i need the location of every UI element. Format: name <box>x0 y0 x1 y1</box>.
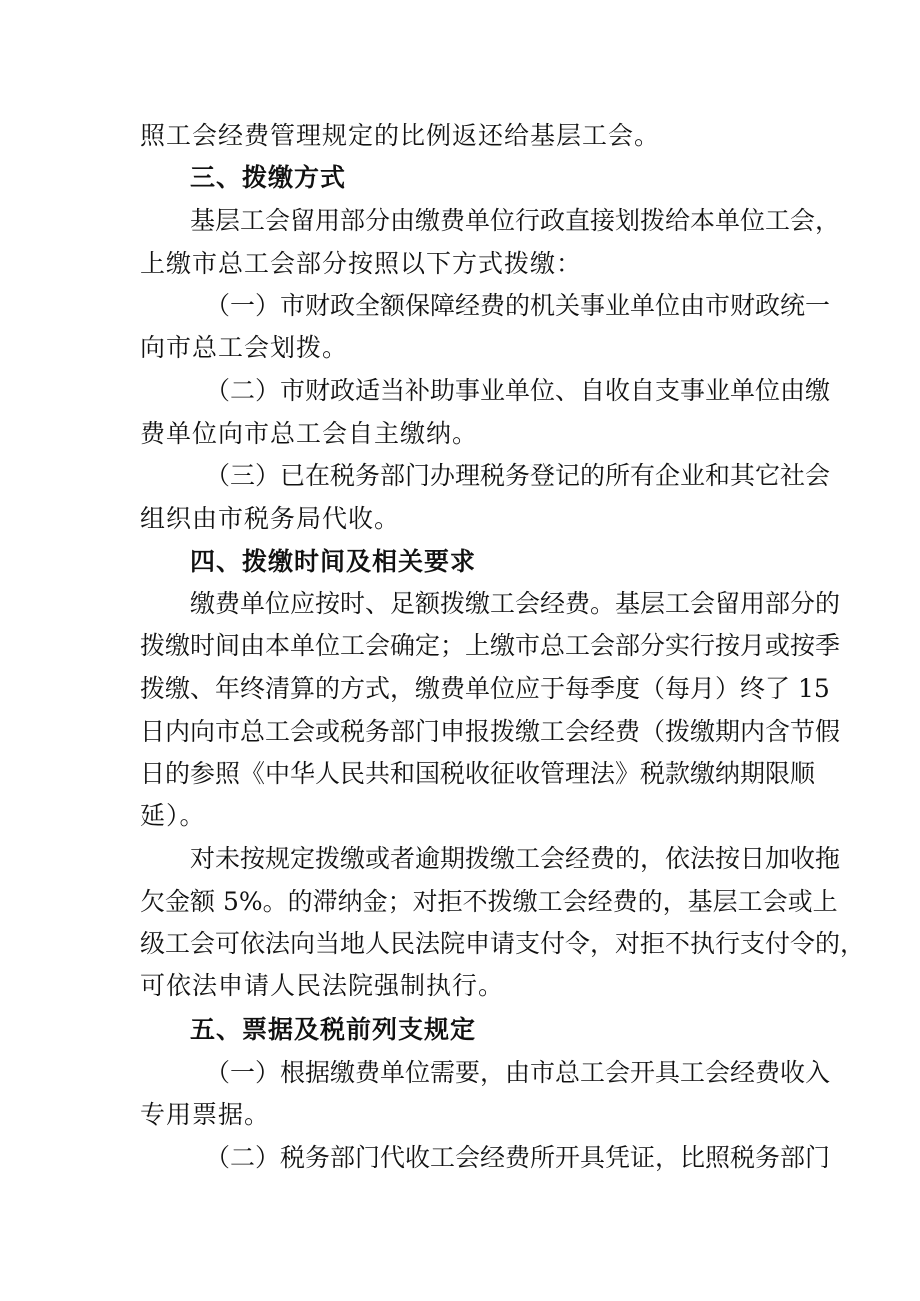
paragraph-line: 向市总工会划拨。 <box>140 333 349 362</box>
paragraph-line: （三）已在税务部门办理税务登记的所有企业和其它社会 <box>205 461 831 490</box>
paragraph-line: 费单位向市总工会自主缴纳。 <box>140 419 479 448</box>
paragraph-line: （二）税务部门代收工会经费所开具凭证，比照税务部门 <box>205 1143 831 1172</box>
paragraph-line: 上缴市总工会部分按照以下方式拨缴： <box>140 249 583 278</box>
paragraph-line: 拨缴时间由本单位工会确定；上缴市总工会部分实行按月或按季 <box>140 631 841 660</box>
paragraph-line: 可依法申请人民法院强制执行。 <box>140 971 505 1000</box>
paragraph-line: 日的参照《中华人民共和国税收征收管理法》税款缴纳期限顺 <box>140 759 816 788</box>
section-heading-4: 四、拨缴时间及相关要求 <box>190 547 477 576</box>
paragraph-line: 级工会可依法向当地人民法院申请支付令，对拒不执行支付令的， <box>140 929 866 958</box>
paragraph-line: 拨缴、年终清算的方式，缴费单位应于每季度（每月）终了 15 <box>140 674 830 703</box>
paragraph-line: 欠金额 5%。的滞纳金；对拒不拨缴工会经费的，基层工会或上 <box>140 887 838 916</box>
paragraph-line: 日内向市总工会或税务部门申报拨缴工会经费（拨缴期内含节假 <box>140 717 841 746</box>
paragraph-line: 专用票据。 <box>140 1100 271 1129</box>
paragraph-line: （二）市财政适当补助事业单位、自收自支事业单位由缴 <box>205 376 831 405</box>
paragraph-line: 对未按规定拨缴或者逾期拨缴工会经费的，依法按日加收拖 <box>190 844 841 873</box>
paragraph-line: 缴费单位应按时、足额拨缴工会经费。基层工会留用部分的 <box>190 589 841 618</box>
paragraph-line: （一）根据缴费单位需要，由市总工会开具工会经费收入 <box>205 1058 831 1087</box>
paragraph-line: 延）。 <box>140 801 206 830</box>
paragraph-line: （一）市财政全额保障经费的机关事业单位由市财政统一 <box>205 291 831 320</box>
paragraph-line: 组织由市税务局代收。 <box>140 504 401 533</box>
paragraph-line: 照工会经费管理规定的比例返还给基层工会。 <box>140 121 661 150</box>
paragraph-line: 基层工会留用部分由缴费单位行政直接划拨给本单位工会， <box>190 206 841 235</box>
section-heading-5: 五、票据及税前列支规定 <box>190 1015 477 1044</box>
section-heading-3: 三、拨缴方式 <box>190 163 347 192</box>
